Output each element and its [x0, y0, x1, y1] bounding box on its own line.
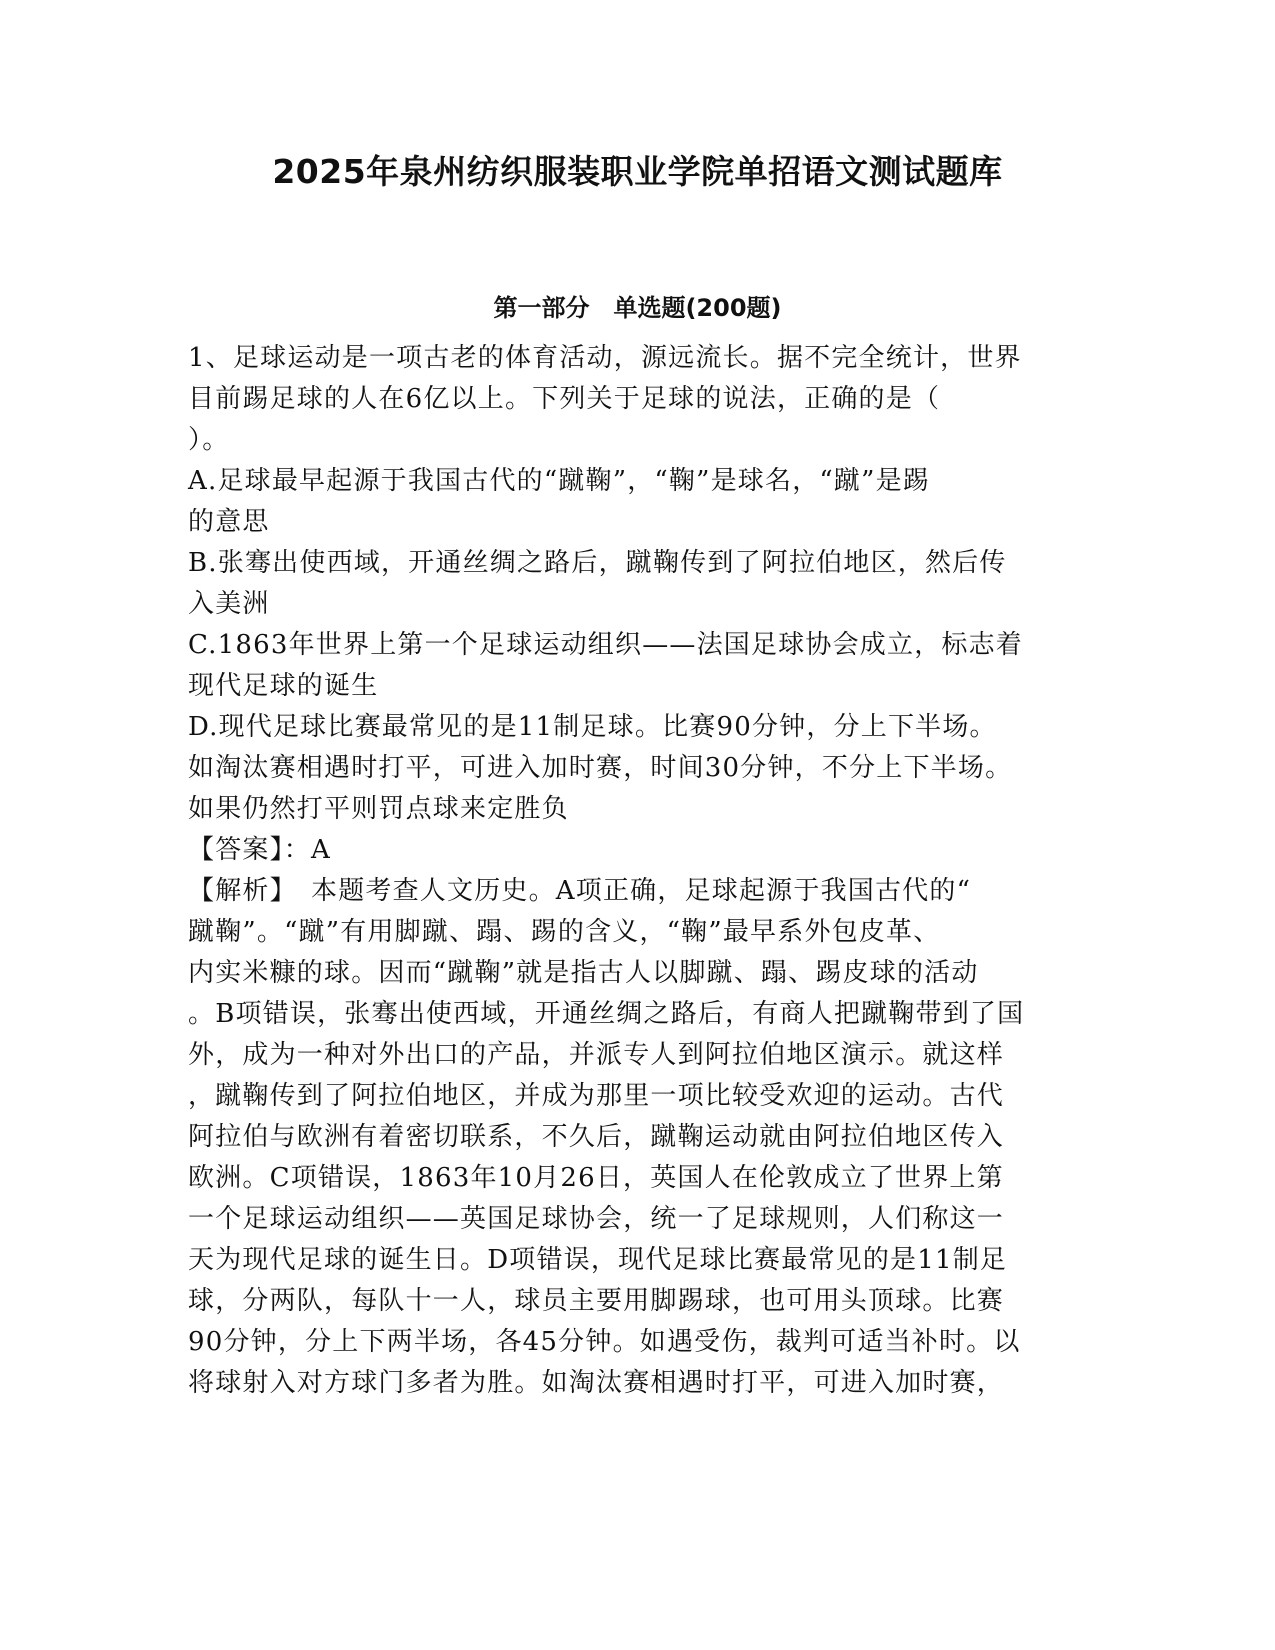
section-title: 第一部分 单选题(200题) [493, 294, 782, 322]
option-a-line: A.足球最早起源于我国古代的“蹴鞠”，“鞠”是球名，“蹴”是踢 [188, 466, 930, 496]
option-b-line: 入美洲 [188, 589, 270, 619]
analysis-line: 天为现代足球的诞生日。D项错误，现代足球比赛最常见的是11制足 [188, 1245, 1008, 1275]
option-c-line: 现代足球的诞生 [188, 671, 379, 701]
option-b-line: B.张骞出使西域，开通丝绸之路后，蹴鞠传到了阿拉伯地区，然后传 [188, 548, 1007, 578]
option-c-line: C.1863年世界上第一个足球运动组织——法国足球协会成立，标志着 [188, 630, 1024, 660]
option-d-line: D.现代足球比赛最常见的是11制足球。比赛90分钟，分上下半场。 [188, 712, 997, 742]
answer-line: 【答案】：A [188, 835, 331, 865]
question-stem-line: 目前踢足球的人在6亿以上。下列关于足球的说法，正确的是（ [188, 384, 941, 414]
analysis-line: 蹴鞠”。“蹴”有用脚蹴、蹋、踢的含义，“鞠”最早系外包皮革、 [188, 917, 941, 947]
analysis-line: 外，成为一种对外出口的产品，并派专人到阿拉伯地区演示。就这样 [188, 1040, 1005, 1070]
analysis-line: 。B项错误，张骞出使西域，开通丝绸之路后，有商人把蹴鞠带到了国 [188, 999, 1025, 1029]
analysis-line: 阿拉伯与欧洲有着密切联系，不久后，蹴鞠运动就由阿拉伯地区传入 [188, 1122, 1005, 1152]
analysis-line: 欧洲。C项错误，1863年10月26日，英国人在伦敦成立了世界上第 [188, 1163, 1004, 1193]
option-d-line: 如淘汰赛相遇时打平，可进入加时赛，时间30分钟，不分上下半场。 [188, 753, 1013, 783]
option-a-line: 的意思 [188, 507, 270, 537]
analysis-line: 将球射入对方球门多者为胜。如淘汰赛相遇时打平，可进入加时赛， [188, 1368, 1005, 1398]
analysis-line: 一个足球运动组织——英国足球协会，统一了足球规则，人们称这一 [188, 1204, 1005, 1234]
analysis-line: 内实米糠的球。因而“蹴鞠”就是指古人以脚蹴、蹋、踢皮球的活动 [188, 958, 979, 988]
question-stem-line: 1、足球运动是一项古老的体育活动，源远流长。据不完全统计，世界 [188, 343, 1022, 373]
document-title: 2025年泉州纺织服装职业学院单招语文测试题库 [272, 152, 1003, 191]
analysis-line: 【解析】 本题考查人文历史。A项正确，足球起源于我国古代的“ [188, 876, 972, 906]
analysis-line: 球，分两队，每队十一人，球员主要用脚踢球，也可用头顶球。比赛 [188, 1286, 1005, 1316]
question-stem-line: ）。 [188, 425, 230, 455]
option-d-line: 如果仍然打平则罚点球来定胜负 [188, 794, 569, 824]
analysis-line: ，蹴鞠传到了阿拉伯地区，并成为那里一项比较受欢迎的运动。古代 [188, 1081, 1005, 1111]
analysis-line: 90分钟，分上下两半场，各45分钟。如遇受伤，裁判可适当补时。以 [188, 1327, 1021, 1357]
